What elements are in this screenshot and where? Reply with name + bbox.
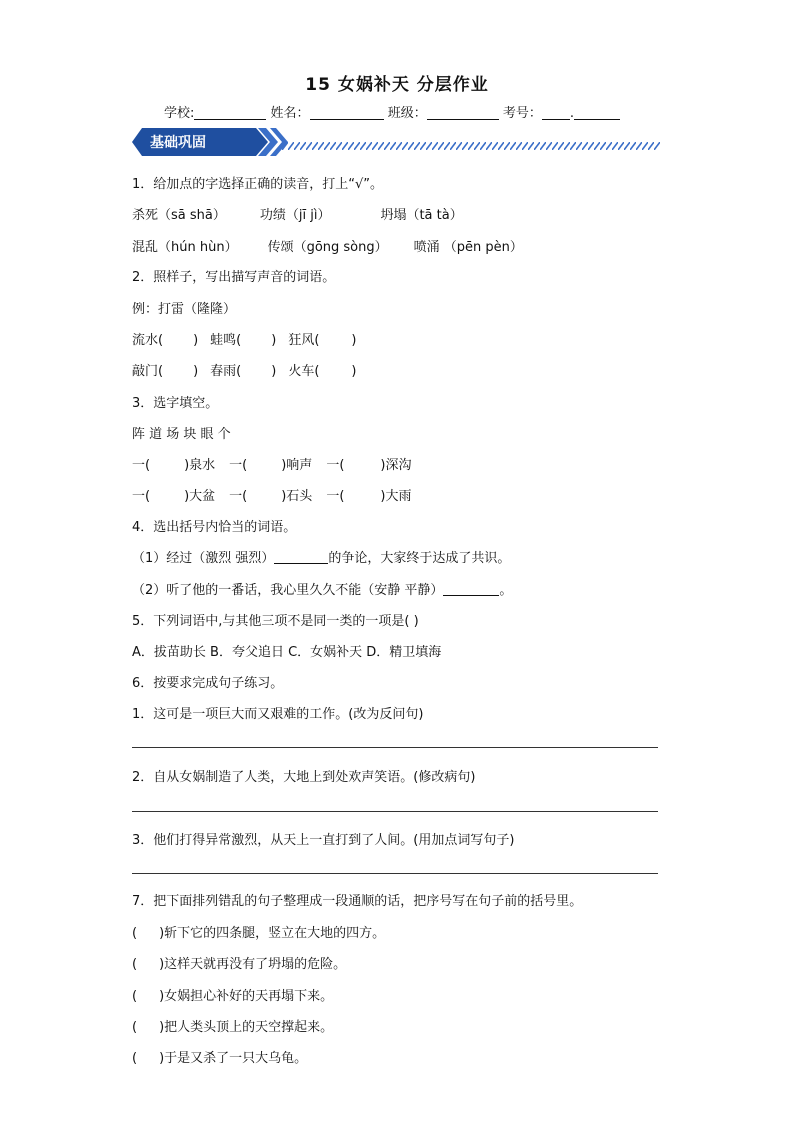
q2-close-4: ) bbox=[193, 364, 199, 379]
q7-open-paren: ( bbox=[132, 1020, 138, 1035]
name-label: 姓名： bbox=[270, 106, 310, 121]
q7-item bbox=[132, 1047, 307, 1066]
exam-number-dot: . bbox=[569, 106, 574, 121]
q3-open-5: 一( bbox=[229, 489, 248, 504]
q2-word-5: 春雨( bbox=[210, 364, 242, 379]
q7-item-text: 把人类头顶上的天空撑起来。 bbox=[164, 1020, 334, 1035]
q4-s1-prefix: （1）经过（激烈 强烈） bbox=[132, 551, 275, 566]
q7-open-paren: ( bbox=[132, 1051, 138, 1066]
q4-s2-suffix: 。 bbox=[499, 583, 513, 598]
school-blank[interactable] bbox=[194, 105, 266, 120]
q1-item-2: 功绩（jī jì） bbox=[259, 208, 331, 223]
exam-number-blank-b[interactable] bbox=[574, 105, 620, 120]
exam-number-label: 考号： bbox=[502, 106, 542, 121]
q3-word-5: )石头 bbox=[281, 489, 313, 504]
q7-item-text: 斩下它的四条腿，竖立在大地的四方。 bbox=[164, 926, 386, 941]
q5-options: A．拔苗助长 B．夸父追日 C．女娲补天 D．精卫填海 bbox=[132, 645, 442, 660]
page-title: 15 女娲补天 分层作业 bbox=[305, 75, 489, 95]
q7-stem: 7．把下面排列错乱的句子整理成一段通顺的话，把序号写在句子前的括号里。 bbox=[132, 894, 583, 909]
q1-row-1 bbox=[132, 204, 463, 223]
exam-number-blank-a[interactable] bbox=[542, 105, 570, 120]
q7-item-text: 这样天就再没有了坍塌的危险。 bbox=[164, 957, 347, 972]
q2-example: 例：打雷（隆隆） bbox=[132, 302, 237, 317]
q2-close-1: ) bbox=[193, 333, 199, 348]
class-label: 班级： bbox=[387, 106, 427, 121]
q2-row-2 bbox=[132, 360, 356, 379]
q5-stem: 5．下列词语中,与其他三项不是同一类的一项是( ) bbox=[132, 614, 419, 629]
q4-sentence-1 bbox=[132, 547, 510, 566]
q1-stem: 1．给加点的字选择正确的读音，打上“√”。 bbox=[132, 177, 384, 192]
q6-answer-line-3[interactable] bbox=[132, 873, 658, 874]
q2-stem: 2．照样子，写出描写声音的词语。 bbox=[132, 270, 336, 285]
q2-word-6: 火车( bbox=[288, 364, 320, 379]
q7-close-paren: ) bbox=[159, 1051, 165, 1066]
q4-s1-suffix: 的争论，大家终于达成了共识。 bbox=[328, 551, 511, 566]
q7-open-paren: ( bbox=[132, 926, 138, 941]
q3-open-4: 一( bbox=[132, 489, 151, 504]
q6-stem: 6．按要求完成句子练习。 bbox=[132, 676, 284, 691]
q7-close-paren: ) bbox=[159, 989, 165, 1004]
q7-item bbox=[132, 922, 385, 941]
q7-item bbox=[132, 953, 346, 972]
school-label: 学校: bbox=[164, 106, 195, 121]
q3-word-3: )深沟 bbox=[380, 458, 412, 473]
q7-close-paren: ) bbox=[159, 957, 165, 972]
q2-row-1 bbox=[132, 329, 356, 348]
q7-open-paren: ( bbox=[132, 957, 138, 972]
q3-row-1 bbox=[132, 454, 411, 473]
q7-close-paren: ) bbox=[159, 1020, 165, 1035]
q3-stem: 3．选字填空。 bbox=[132, 396, 219, 411]
banner-hatch bbox=[282, 142, 660, 150]
q3-word-4: )大盆 bbox=[184, 489, 216, 504]
q7-item-text: 女娲担心补好的天再塌下来。 bbox=[164, 989, 334, 1004]
q4-s1-blank[interactable] bbox=[274, 549, 328, 564]
student-info-line bbox=[164, 102, 620, 121]
q3-word-2: )响声 bbox=[281, 458, 313, 473]
q7-item bbox=[132, 1016, 333, 1035]
class-blank[interactable] bbox=[427, 105, 499, 120]
q7-open-paren: ( bbox=[132, 989, 138, 1004]
q3-open-3: 一( bbox=[326, 458, 345, 473]
q1-item-4: 混乱（hún hùn） bbox=[132, 240, 238, 255]
q6-answer-line-1[interactable] bbox=[132, 747, 658, 748]
q2-close-6: ) bbox=[351, 364, 357, 379]
q3-word-1: )泉水 bbox=[184, 458, 216, 473]
q3-open-6: 一( bbox=[326, 489, 345, 504]
q2-word-3: 狂风( bbox=[288, 333, 320, 348]
q6-answer-line-2[interactable] bbox=[132, 811, 658, 812]
q1-item-3: 坍塌（tā tà） bbox=[380, 208, 463, 223]
q2-word-1: 流水( bbox=[132, 333, 164, 348]
q2-close-2: ) bbox=[271, 333, 277, 348]
q3-word-6: )大雨 bbox=[380, 489, 412, 504]
q3-options: 阵 道 场 块 眼 个 bbox=[132, 427, 231, 442]
name-blank[interactable] bbox=[310, 105, 384, 120]
q2-close-5: ) bbox=[271, 364, 277, 379]
q2-close-3: ) bbox=[351, 333, 357, 348]
banner-label: 基础巩固 bbox=[150, 135, 206, 151]
q6-sentence-3: 3．他们打得异常激烈，从天上一直打到了人间。(用加点词写句子) bbox=[132, 833, 515, 848]
q7-item bbox=[132, 985, 333, 1004]
q1-item-6: 喷涌 （pēn pèn） bbox=[413, 240, 523, 255]
q4-s2-prefix: （2）听了他的一番话，我心里久久不能（安静 平静） bbox=[132, 583, 444, 598]
q2-word-4: 敲门( bbox=[132, 364, 164, 379]
q3-open-2: 一( bbox=[229, 458, 248, 473]
q3-open-1: 一( bbox=[132, 458, 151, 473]
q3-row-2 bbox=[132, 485, 411, 504]
q4-stem: 4．选出括号内恰当的词语。 bbox=[132, 520, 297, 535]
q7-item-text: 于是又杀了一只大乌龟。 bbox=[164, 1051, 308, 1066]
section-banner bbox=[132, 126, 662, 158]
q1-item-5: 传颂（gōng sòng） bbox=[267, 240, 388, 255]
q1-item-1: 杀死（sā shā） bbox=[132, 208, 226, 223]
q7-close-paren: ) bbox=[159, 926, 165, 941]
q6-sentence-2: 2．自从女娲制造了人类，大地上到处欢声笑语。(修改病句) bbox=[132, 770, 476, 785]
q1-row-2 bbox=[132, 236, 523, 255]
q6-sentence-1: 1．这可是一项巨大而又艰难的工作。(改为反问句) bbox=[132, 707, 424, 722]
q2-word-2: 蛙鸣( bbox=[210, 333, 242, 348]
q4-sentence-2 bbox=[132, 579, 512, 598]
q4-s2-blank[interactable] bbox=[443, 581, 499, 596]
